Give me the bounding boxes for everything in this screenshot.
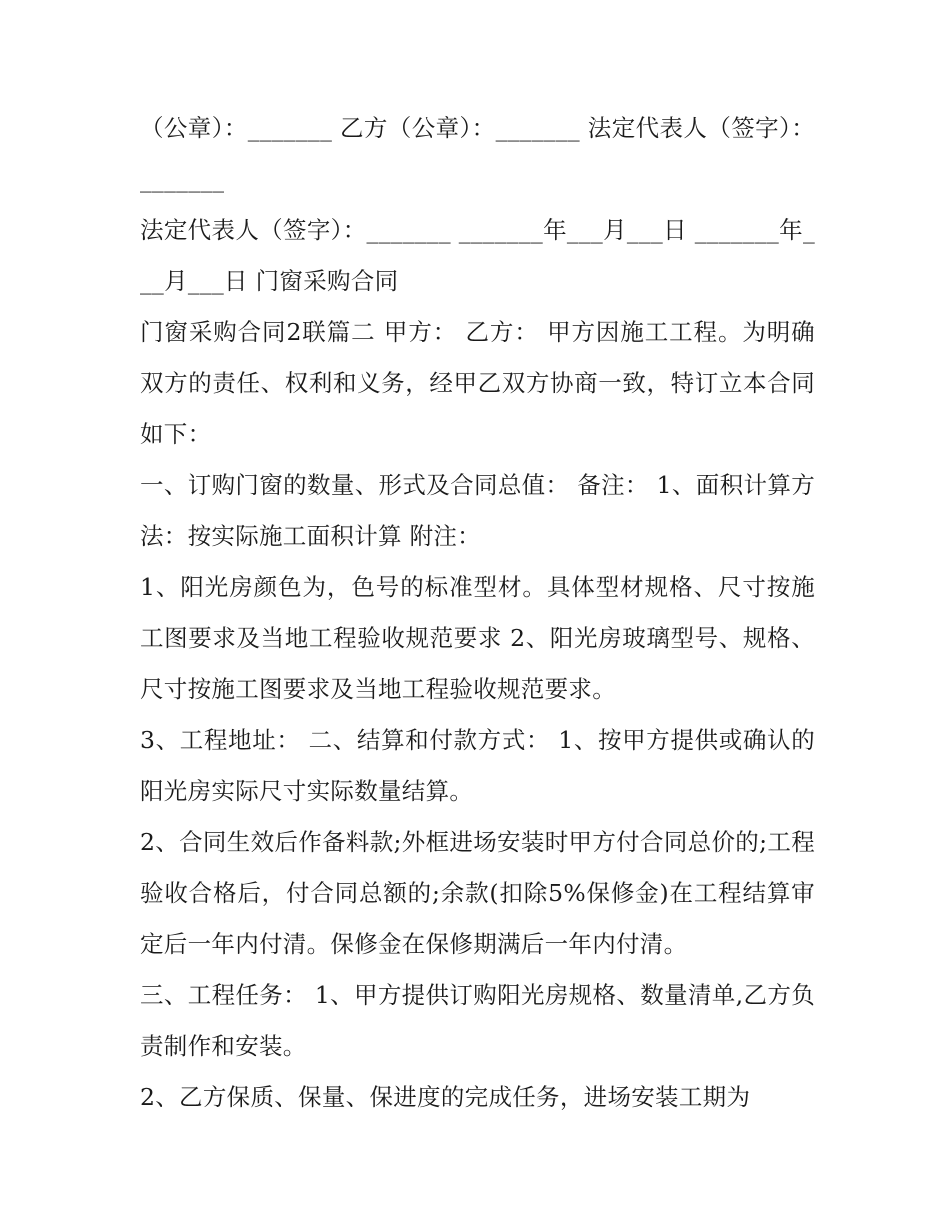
paragraph-section-three: 三、工程任务： 1、甲方提供订购阳光房规格、数量清单,乙方负责制作和安装。 <box>140 981 815 1060</box>
document-body <box>140 103 815 1123</box>
paragraph-payment-terms: 2、合同生效后作备料款;外框进场安装时甲方付合同总价的;工程验收合格后，付合同总额的;余款(扣除5%保修金)在工程结算审定后一年内付清。保修金在保修期满后一年内付清。 <box>140 828 815 958</box>
paragraph-representative-dates: 法定代表人（签字）：_______ _______年___月___日 _______年___月___日 门窗采购合同 <box>140 216 815 295</box>
paragraph-address-settlement: 3、工程地址： 二、结算和付款方式： 1、按甲方提供或确认的阳光房实际尺寸实际数量结算。 <box>140 726 815 805</box>
paragraph-contract-intro: 门窗采购合同2联篇二 甲方： 乙方： 甲方因施工工程。为明确双方的责任、权利和义务，经甲乙双方协商一致，特订立本合同如下： <box>140 318 815 448</box>
paragraph-section-one: 一、订购门窗的数量、形式及合同总值： 备注： 1、面积计算方法：按实际施工面积计算 附注： <box>140 471 815 550</box>
paragraph-color-specs: 1、阳光房颜色为，色号的标准型材。具体型材规格、尺寸按施工图要求及当地工程验收规范要求 2、阳光房玻璃型号、规格、尺寸按施工图要求及当地工程验收规范要求。 <box>140 573 815 703</box>
paragraph-seals-signatures: （公章）：_______ 乙方（公章）：_______ 法定代表人（签字）：_______ <box>140 114 815 193</box>
paragraph-quality-schedule: 2、乙方保质、保量、保进度的完成任务，进场安装工期为 <box>140 1083 751 1111</box>
